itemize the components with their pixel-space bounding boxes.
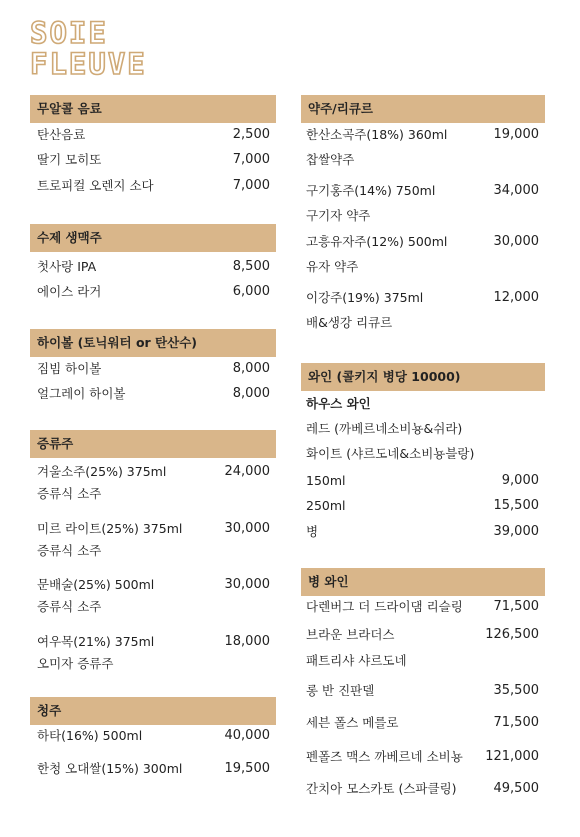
item-name: 짐빔 하이볼	[37, 361, 102, 376]
item-name: 150ml	[306, 473, 346, 488]
item-price: 24,000	[224, 464, 270, 479]
item-name: 겨울소주(25%) 375ml	[37, 464, 167, 479]
section-header-cheongju: 청주	[30, 697, 276, 725]
section-header-bottle-wine: 병 와인	[301, 568, 545, 596]
item-name: 한청 오대쌀(15%) 300ml	[37, 761, 183, 776]
item-price: 39,000	[493, 524, 539, 539]
item-desc: 오미자 증류주	[37, 656, 114, 671]
item-name: 트로피컬 오렌지 소다	[37, 178, 154, 193]
item-price: 19,500	[224, 761, 270, 776]
item-name: 롱 반 진판델	[306, 683, 375, 698]
item-name: 딸기 모히또	[37, 152, 102, 167]
section-header-non-alcoholic: 무알콜 음료	[30, 95, 276, 123]
item-price: 7,000	[232, 152, 270, 167]
item-price: 30,000	[224, 521, 270, 536]
section-header-wine: 와인 (콜키지 병당 10000)	[301, 363, 545, 391]
house-wine-white: 화이트 (샤르도네&소비뇽블랑)	[306, 446, 475, 461]
item-price: 8,500	[232, 259, 270, 274]
item-desc: 배&생강 리큐르	[306, 315, 393, 330]
item-price: 35,500	[493, 683, 539, 698]
item-price: 40,000	[224, 728, 270, 743]
item-name: 구기홍주(14%) 750ml	[306, 183, 436, 198]
item-name: 병	[306, 524, 319, 539]
item-name: 첫사랑 IPA	[37, 259, 97, 274]
item-price: 126,500	[485, 627, 539, 642]
item-desc: 찹쌀약주	[306, 152, 355, 167]
item-price: 19,000	[493, 127, 539, 142]
item-desc: 증류식 소주	[37, 599, 102, 614]
item-name: 탄산음료	[37, 127, 86, 142]
item-price: 15,500	[493, 498, 539, 513]
item-price: 121,000	[485, 749, 539, 764]
item-desc: 유자 약주	[306, 259, 359, 274]
item-name: 한산소곡주(18%) 360ml	[306, 127, 448, 142]
item-name: 문배술(25%) 500ml	[37, 577, 155, 592]
house-wine-label: 하우스 와인	[306, 396, 371, 411]
item-name: 세븐 폴스 메를로	[306, 715, 399, 730]
item-name: 고흥유자주(12%) 500ml	[306, 234, 448, 249]
item-name: 이강주(19%) 375ml	[306, 290, 424, 305]
section-header-craft-beer: 수제 생맥주	[30, 224, 276, 252]
logo-line-2: FLEUVE	[30, 47, 147, 81]
item-desc: 구기자 약주	[306, 208, 371, 223]
item-desc: 증류식 소주	[37, 486, 102, 501]
item-name: 에이스 라거	[37, 284, 102, 299]
item-price: 9,000	[501, 473, 539, 488]
item-price: 8,000	[232, 361, 270, 376]
item-price: 8,000	[232, 386, 270, 401]
item-name: 간치아 모스카토 (스파클링)	[306, 781, 457, 796]
section-header-distilled: 증류주	[30, 430, 276, 458]
house-wine-red: 레드 (까베르네소비뇽&쉬라)	[306, 421, 463, 436]
item-name: 브라운 브라더스	[306, 627, 395, 642]
item-name: 펜폴즈 맥스 까베르네 소비뇽	[306, 749, 463, 764]
section-header-yakju: 약주/리큐르	[301, 95, 545, 123]
item-name: 다렌버그 더 드라이댐 리슬링	[306, 599, 463, 614]
item-price: 2,500	[232, 127, 270, 142]
item-price: 49,500	[493, 781, 539, 796]
item-price: 30,000	[493, 234, 539, 249]
item-price: 71,500	[493, 715, 539, 730]
item-price: 18,000	[224, 634, 270, 649]
item-name: 여우목(21%) 375ml	[37, 634, 155, 649]
item-price: 7,000	[232, 178, 270, 193]
item-name: 미르 라이트(25%) 375ml	[37, 521, 183, 536]
item-desc: 패트리샤 샤르도네	[306, 653, 407, 668]
item-price: 6,000	[232, 284, 270, 299]
item-name: 하타(16%) 500ml	[37, 728, 143, 743]
item-price: 71,500	[493, 599, 539, 614]
item-desc: 증류식 소주	[37, 543, 102, 558]
item-price: 12,000	[493, 290, 539, 305]
item-price: 30,000	[224, 577, 270, 592]
logo-line-1: SOIE	[30, 16, 108, 50]
item-name: 얼그레이 하이볼	[37, 386, 126, 401]
brand-logo	[30, 18, 147, 80]
section-header-highball: 하이볼 (토닉워터 or 탄산수)	[30, 329, 276, 357]
item-price: 34,000	[493, 183, 539, 198]
item-name: 250ml	[306, 498, 346, 513]
